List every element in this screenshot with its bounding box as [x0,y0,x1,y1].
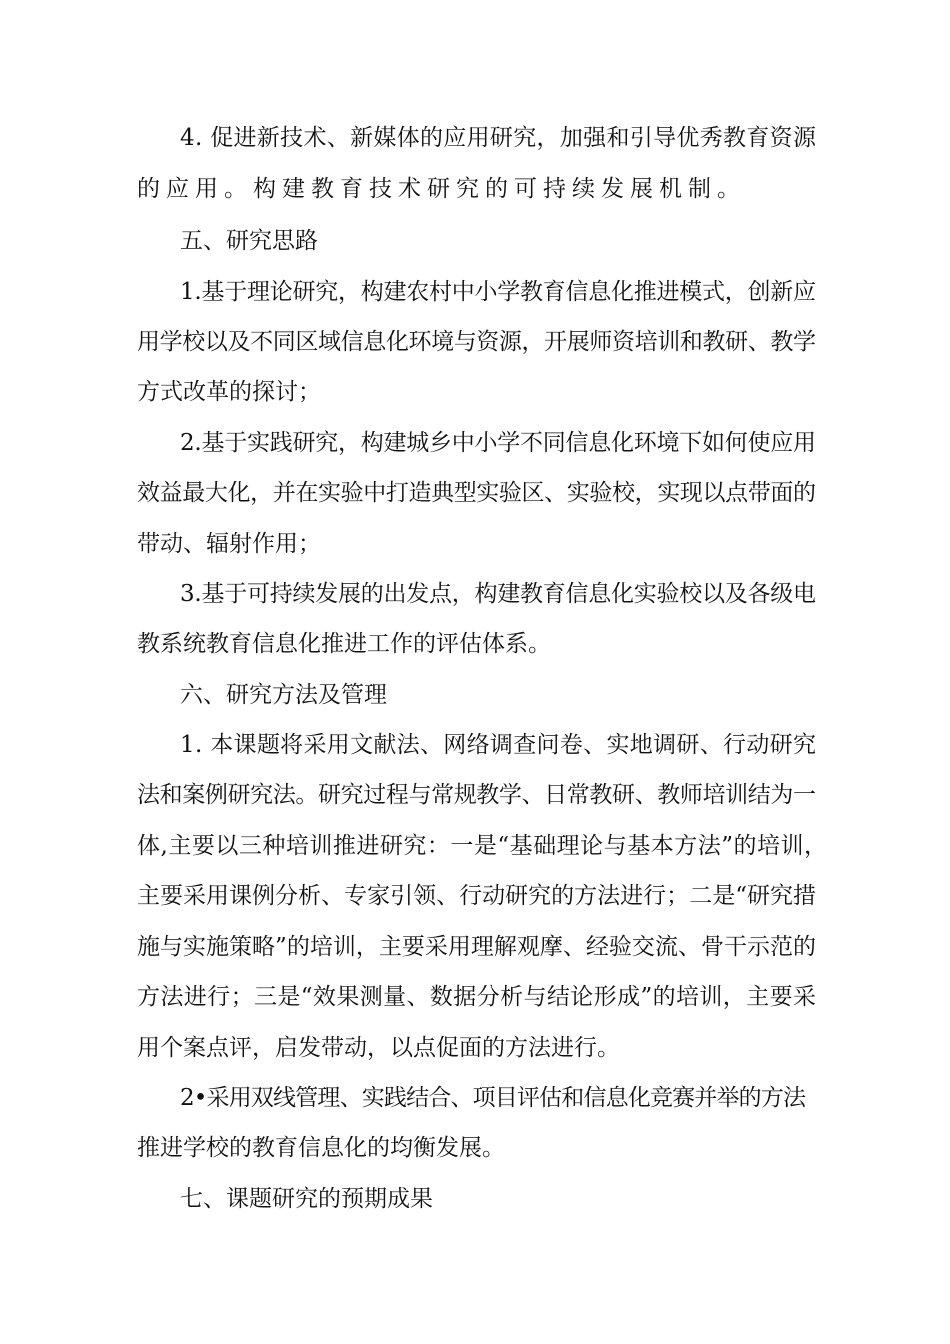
paragraph-line-item4-1: 4. 促进新技术、新媒体的应用研究，加强和引导优秀教育资源 [180,125,817,151]
paragraph-line-s5-3b: 教系统教育信息化推进工作的评估体系。 [137,631,551,657]
paragraph-line-s5-1c: 方式改革的探讨； [137,379,321,405]
paragraph-line-s6-1a: 1. 本课题将采用文献法、网络调查问卷、实地调研、行动研究 [180,732,817,758]
paragraph-line-s5-2c: 带动、辐射作用； [137,531,321,557]
paragraph-line-s5-1a: 1.基于理论研究，构建农村中小学教育信息化推进模式，创新应 [180,279,816,305]
section-heading-6: 六、研究方法及管理 [180,682,387,708]
paragraph-line-s6-2b: 推进学校的教育信息化的均衡发展。 [137,1135,505,1161]
paragraph-line-s5-1b: 用学校以及不同区域信息化环境与资源，开展师资培训和教研、教学 [137,329,816,355]
paragraph-line-s6-1c: 体,主要以三种培训推进研究：一是“基础理论与基本方法”的培训， [137,833,828,859]
section-heading-7: 七、课题研究的预期成果 [180,1186,433,1212]
paragraph-line-s6-1g: 用个案点评，启发带动，以点促面的方法进行。 [137,1035,620,1061]
section-heading-5: 五、研究思路 [180,228,318,254]
paragraph-line-s5-2b: 效益最大化，并在实验中打造典型实验区、实验校，实现以点带面的 [137,480,816,506]
paragraph-line-s6-2a: 2•采用双线管理、实践结合、项目评估和信息化竞赛并举的方法 [180,1085,806,1111]
paragraph-line-s6-1e: 施与实施策略”的培训，主要采用理解观摩、经验交流、骨干示范的 [137,934,817,960]
paragraph-line-s6-1b: 法和案例研究法。研究过程与常规教学、日常教研、教师培训结为一 [137,782,816,808]
paragraph-line-s5-3a: 3.基于可持续发展的出发点，构建教育信息化实验校以及各级电 [180,581,816,607]
paragraph-line-item4-2: 的应用。构建教育技术研究的可持续发展机制。 [137,176,746,202]
paragraph-line-s6-1d: 主要采用课例分析、专家引领、行动研究的方法进行；二是“研究措 [137,883,817,909]
paragraph-line-s5-2a: 2.基于实践研究，构建城乡中小学不同信息化环境下如何使应用 [180,430,816,456]
paragraph-line-s6-1f: 方法进行；三是“效果测量、数据分析与结论形成”的培训，主要采 [137,984,817,1010]
